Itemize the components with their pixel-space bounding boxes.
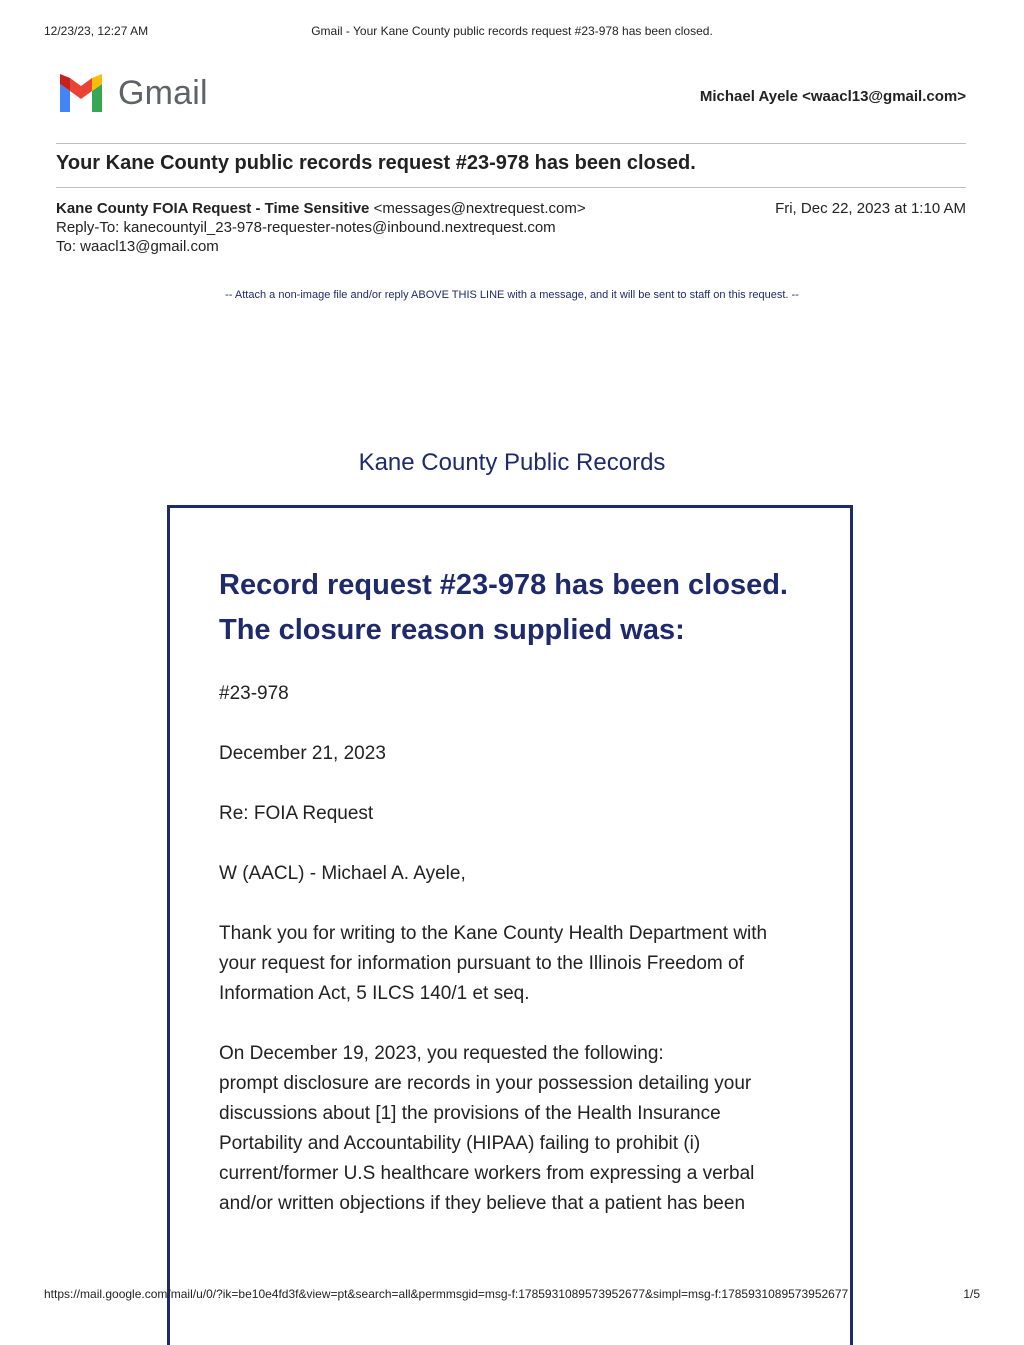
recipient: To: waacl13@gmail.com xyxy=(56,238,219,255)
message-header xyxy=(56,199,966,256)
account-name: Michael Ayele <waacl13@gmail.com> xyxy=(699,88,966,105)
letter-paragraph: Thank you for writing to the Kane County Health Department with your request for information pursuant to the Illinois Freedom of Information Act, 5 ILCS 140/1 et seq. xyxy=(219,923,768,1004)
print-header xyxy=(44,24,980,40)
gmail-wordmark: Gmail xyxy=(118,73,208,112)
reply-to: Reply-To: kanecountyil_23-978-requester-notes@inbound.nextrequest.com xyxy=(56,219,556,236)
page-number: 1/5 xyxy=(963,1287,980,1301)
sender-name: Kane County FOIA Request - Time Sensitive xyxy=(56,200,370,217)
divider xyxy=(56,143,966,144)
organization-title: Kane County Public Records xyxy=(358,449,666,476)
print-datetime: 12/23/23, 12:27 AM xyxy=(44,24,149,38)
notice-heading: Record request #23-978 has been closed. The closure reason supplied was: xyxy=(219,569,788,646)
letter-date: December 21, 2023 xyxy=(219,743,386,764)
letter-salutation: W (AACL) - Michael A. Ayele, xyxy=(219,863,466,884)
message-date: Fri, Dec 22, 2023 at 1:10 AM xyxy=(775,200,966,217)
email-subject: Your Kane County public records request #23-978 has been closed. xyxy=(56,152,696,174)
letter-re: Re: FOIA Request xyxy=(219,803,374,824)
request-number: #23-978 xyxy=(219,683,289,704)
print-url: https://mail.google.com/mail/u/0/?ik=be10e4fd3f&view=pt&search=all&permmsgid=msg-f:1785931089573952677&simpl=msg-f:1785931089573952677 xyxy=(44,1287,849,1301)
notice-card xyxy=(167,505,853,1345)
gmail-logo xyxy=(56,73,208,113)
divider xyxy=(56,187,966,188)
letter-paragraph-intro: On December 19, 2023, you requested the following: xyxy=(219,1043,664,1064)
sender-email: <messages@nextrequest.com> xyxy=(373,200,586,217)
attach-instruction: -- Attach a non-image file and/or reply ABOVE THIS LINE with a message, and it will be sent to staff on this request. -- xyxy=(225,289,799,301)
print-page-title: Gmail - Your Kane County public records request #23-978 has been closed. xyxy=(311,24,713,38)
gmail-m-icon xyxy=(56,74,106,112)
letter-paragraph-body: prompt disclosure are records in your possession detailing your discussions about [1] the provisions of the Health Insurance Portability and Accountability (HIPAA) failing to prohibit (i) current/former U.S healthcare workers from expressing a verbal and/or written objections if they believe that a patient has been xyxy=(219,1073,755,1214)
